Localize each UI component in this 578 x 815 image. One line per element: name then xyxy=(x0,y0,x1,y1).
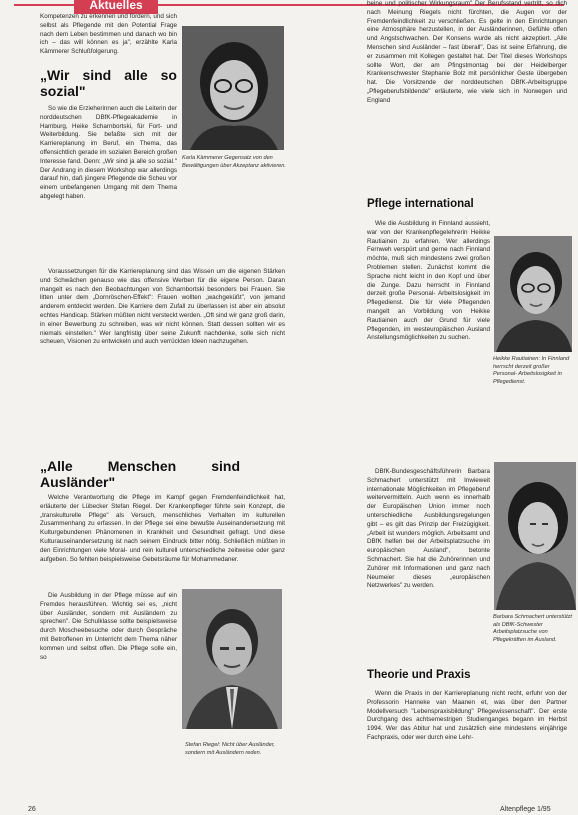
paragraph-voraussetzungen: Voraussetzungen für die Karriereplanung sind das Wissen um die eigenen Stärken und Schwächen genauso wie das offensive Werben für die eigene Person. Daran mangelt es nach den Beobachtungen von Scharnbortski besonders bei Frauen. Sie litten unter dem „Dornröschen-Effekt": Frauen wollten „wachgeküßt", von jemand anderem entdeckt werden. Die Karriere dem Zufall zu überlassen ist aber ein absolut echtes Handicap. Stärken müßten nicht versteckt werden. „Oft sind wir ganz groß darin, in einer Bewerbung zu schreiben, was wir nicht können. Statt dessen sollten wir es niemals einstellen." Wer langfristig über seine Zukunft nachdenke, solle sich nicht scheuen, Visionen zu entwickeln und auch verrückten Ideen nachzugehen. xyxy=(40,268,285,346)
caption-stefan: Stefan Riegel: Nicht über Ausländer, sondern mit Ausländern reden. xyxy=(185,742,275,756)
right-text-3 xyxy=(367,690,567,800)
photo-karla-kaemmerer xyxy=(182,26,284,150)
right-heading-block-2 xyxy=(367,669,567,682)
intro-paragraph: Kompetenzen zu erkennen und fördern, und sich selbst als Pflegende mit den Potential Frage nach dem Leben bestimmen und danach wo bin ich – das will können es ja", erzählte Karla Kämmerer Schlußfolgerung. xyxy=(40,13,177,56)
left-text-2 xyxy=(40,268,285,443)
portrait-man-tie-icon xyxy=(182,589,282,729)
right-text-top xyxy=(367,0,567,185)
photo-heikke-rautiainen xyxy=(494,236,572,352)
right-text-1 xyxy=(367,220,490,465)
portrait-woman-dark-hair-icon xyxy=(494,462,576,610)
left-intro-text xyxy=(40,13,177,57)
portrait-woman-short-hair-icon xyxy=(494,236,572,352)
left-heading-block xyxy=(40,68,177,99)
heading-pflege-international: Pflege international xyxy=(367,198,474,210)
left-text-1 xyxy=(40,105,177,265)
left-heading-block-2 xyxy=(40,459,240,490)
journal-issue: Altenpflege 1/95 xyxy=(500,806,551,813)
portrait-woman-glasses-icon xyxy=(182,26,284,150)
left-text-4 xyxy=(40,592,177,798)
heading-alle-menschen-sind-auslaender: „Alle Menschen sind Ausländer" xyxy=(40,458,240,490)
paragraph-finnland: Wie die Ausbildung in Finnland aussieht, war von der Krankenpflegelehrerin Heikke Rautiainen zu erfahren. Wer allerdings Fernweh verspürt und gerne nach Finnland möchte, muß sich mindestens zwei großen Problemen stellen. Zunächst kommt die Sprache nicht leicht in den Kopf und über die Zunge. Dazu herrscht in Finnland derzeit große Personal- Arbeitslosigkeit im Pflegedienst. Die für viele Pflegenden mangelt an Vorbildung von Heikke Rautiainen auch der Grund für viele Pflegenden, im westeuropäischen Ausland Anstellungsmöglichkeiten zu suchen. xyxy=(367,220,490,342)
paragraph-karriereplanung: So wie die Erzieherinnen auch die Leiterin der norddeutschen DBfK-Pflegeakademie in Hamburg, Heike Scharnbortski, für Fort- und Weiterbildung. Sie befaßte sich mit der Karriereplanung im Beruf, ein Thema, das offensichtlich gerade im sozialen Bereich großen Interesse fand. Denn: „Wir sind ja alle so sozial." Der Andrang in diesem Workshop war allerdings darauf hin, daß jüngere Pflegende die Scheu vor einem unbefangenen Umgang mit dem Thema abgelegt haben. xyxy=(40,105,177,200)
caption-heikke: Heikke Rautiainen: In Finnland herrscht derzeit großer Personal- Arbeitslosigkeit in Pflegedienst. xyxy=(493,356,570,385)
heading-theorie-und-praxis: Theorie und Praxis xyxy=(367,669,471,681)
paragraph-verantwortung: Welche Verantwortung die Pflege im Kampf gegen Fremdenfeindlichkeit hat, erläuterte der Lübecker Stefan Riegel. Der Krankenpfleger führte sein Konzept, die „transkulturelle Pflege" als Versuch, menschliches Verhalten im kulturellen Zusammenhang zu erfassen. In der Pflege sei eine bewußte Auseinandersetzung mit Kulturgebundenen Phänomenen in Krankheit und Gesundheit gefragt. Und diese Kulturauseinandersetzung ist nach seinem Eindruck bitter nötig. Schließlich müßten in den Einrichtungen viele Moral- und rein kulturell unterschiedliche zeitweise oder ganz aufgeben. So fehlten beispielsweise Gebetsräume für Mohammedaner. xyxy=(40,494,285,563)
photo-stefan-riegel xyxy=(182,589,282,729)
section-tab: Aktuelles xyxy=(74,0,158,14)
heading-wir-sind-alle-so-sozial: „Wir sind alle so sozial" xyxy=(40,67,177,99)
caption-barbara: Barbara Schmachert unterstützt als DBfK-Schwester Arbeitsplatzsuche von Pflegekräften im Ausland. xyxy=(493,614,572,643)
caption-karla: Karla Kämmerer Gegensatz von den Bewältigungen über Akzeptanz aktivieren. xyxy=(182,155,286,169)
page-number: 26 xyxy=(28,806,36,813)
left-text-3 xyxy=(40,494,285,590)
paragraph-ausbildung: Die Ausbildung in der Pflege müsse auf ein Fremdes herausführen. Wichtig sei es, „nicht über Ausländer, sondern mit Ausländern zu sprechen". Die Schulklasse sollte beispielsweise durch Moscheebesuche oder durch Gespräche mit Betroffenen im Unterricht dem Thema näher kommen und selbst offen. Die Pflege solle ein, so xyxy=(40,592,177,661)
photo-barbara-schmachert xyxy=(494,462,576,610)
paragraph-berufsstand: beine und politischer Wirkungsraum" Der Berufsstand vertritt, so dich nach Meinung Riegels nicht fürchten, die Augen vor der Fremdenfeindlichkeit zu verschließen. Es gelte in den Einrichtungen eine Atmosphäre herzustellen, in der Ausländerinnen, Gefühle offen und Angstschwachen. Der Konsens wurde als nicht akzeptiert. „Alle Menschen sind Ausländer – fast überall", Das ist seine Erfahrung, die er zusammen mit Kollegen gestaltet hat. Der Titel dieses Workshops sollte Wort, der am Pfingstmontag bei der Heidelberger Krankenschwester Stephanie Bolz mit persönlicher Geste übergeben hat. Die Vorsitzende der norddeutschen DBfK-Arbeitsgruppe „Pflegeberufsbildende" erläuterte, wie viele sich in Norwegen und England xyxy=(367,0,567,104)
paragraph-theorie-praxis: Wenn die Praxis in der Karriereplanung nicht recht, erfuhr von der Professorin Hanneke van Maanen et, was über den Partner Modellversuch "Lebenspraxisbildung" Pflegewissenschaft". Der erste Durchgang des achtsemestrigen Studienganges begann im Herbst 1994. Wer das Abitur hat und zusätzlich eine mindestens einjährige Fachpraxis, oder wer durch eine Lehr- xyxy=(367,690,567,741)
right-text-2 xyxy=(367,468,490,663)
right-heading-block xyxy=(367,198,567,211)
paragraph-schmachert: DBfK-Bundesgeschäftsführerin Barbara Schmachert unterstützt mit Inwieweit internationale Möglichkeiten im Pflegeberuf weitervermitteln. Auch wenn es innerhalb der Europäischen Union immer noch unterschiedliche Ausbildungsregelungen gibt – es gilt das Prinzip der Freizügigkeit. „Arbeit ist wunders möglich. Arbeitsamt und DBfK helfen bei der Arbeitsplatzsuche im europäischen Ausland", betonte Schmachert. Sie hat die Zuhörerinnen und Zuhörer mit Informationen und ganz nach Neumeier dieses „europäischen Netzwerkes" zu werden. xyxy=(367,468,490,590)
